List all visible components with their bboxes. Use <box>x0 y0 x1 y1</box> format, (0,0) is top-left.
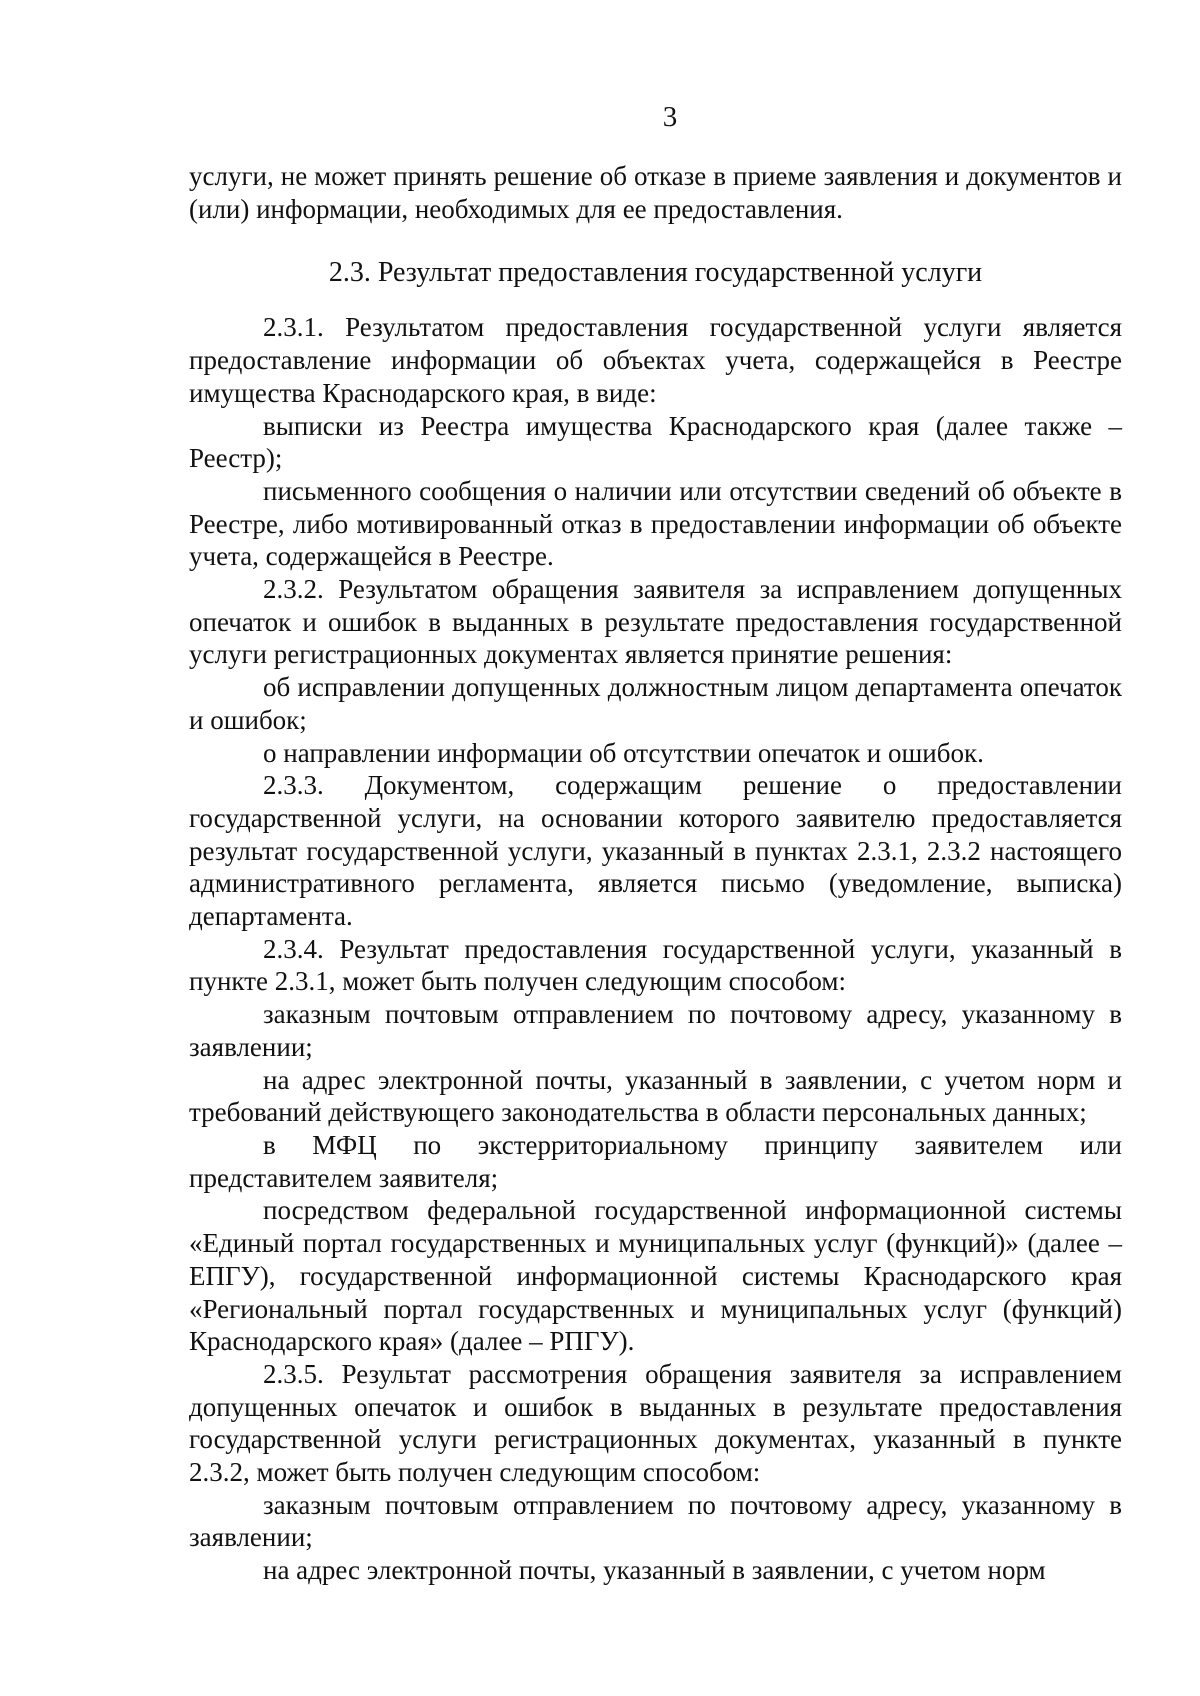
paragraph-list-item: письменного сообщения о наличии или отсутствии сведений об объекте в Реестре, либо мотивированный отказ в предоставлении информации об объекте учета, содержащейся в Реестре. <box>189 475 1122 572</box>
section-heading: 2.3. Результат предоставления государственной услуги <box>328 257 983 289</box>
paragraph-list-item: на адрес электронной почты, указанный в заявлении, с учетом норм и требований действующего законодательства в области персональных данных; <box>189 1064 1122 1128</box>
paragraph-list-item: заказным почтовым отправлением по почтовому адресу, указанному в заявлении; <box>189 999 1122 1062</box>
paragraph-list-item: об исправлении допущенных должностным лицом департамента опечаток и ошибок; <box>189 672 1122 735</box>
paragraph-list-item: в МФЦ по экстерриториальному принципу заявителем или представителем заявителя; <box>189 1129 1122 1193</box>
paragraph-2-3-4: 2.3.4. Результат предоставления государственной услуги, указанный в пункте 2.3.1, может быть получен следующим способом: <box>189 933 1122 997</box>
paragraph-2-3-1: 2.3.1. Результатом предоставления государственной услуги является предоставление информации об объектах учета, содержащейся в Реестре имущества Краснодарского края, в виде: <box>189 312 1122 408</box>
paragraph-continuation: услуги, не может принять решение об отказе в приеме заявления и документов и (или) информации, необходимых для ее предоставления. <box>189 161 1122 224</box>
page-number: 3 <box>662 101 678 133</box>
paragraph-2-3-3: 2.3.3. Документом, содержащим решение о предоставлении государственной услуги, на основании которого заявителю предоставляется результат государственной услуги, указанный в пунктах 2.3.1, 2.3.2 настоящего административного регламента, является письмо (уведомление, выписка) департамента. <box>189 770 1122 932</box>
paragraph-list-item: заказным почтовым отправлением по почтовому адресу, указанному в заявлении; <box>189 1489 1122 1553</box>
paragraph-list-item: выписки из Реестра имущества Краснодарского края (далее также – Реестр); <box>189 410 1122 474</box>
paragraph-list-item: на адрес электронной почты, указанный в заявлении, с учетом норм <box>263 1555 1046 1586</box>
paragraph-2-3-2: 2.3.2. Результатом обращения заявителя за исправлением допущенных опечаток и ошибок в выданных в результате предоставления государственной услуги регистрационных документах является принятие решения: <box>189 574 1122 670</box>
document-body <box>189 160 1122 1587</box>
paragraph-list-item: посредством федеральной государственной информационной системы «Единый портал государственных и муниципальных услуг (функций)» (далее – ЕПГУ), государственной информационной системы Краснодарского края «Региональный портал государственных и муниципальных услуг (функций) Краснодарского края» (далее – РПГУ). <box>189 1195 1122 1357</box>
paragraph-list-item: о направлении информации об отсутствии опечаток и ошибок. <box>263 737 984 768</box>
spacer <box>189 289 1122 311</box>
spacer <box>189 225 1122 256</box>
paragraph-2-3-5: 2.3.5. Результат рассмотрения обращения заявителя за исправлением допущенных опечаток и ошибок в выданных в результате предоставления государственной услуги регистрационных документах, указанный в пункте 2.3.2, может быть получен следующим способом: <box>189 1358 1122 1488</box>
